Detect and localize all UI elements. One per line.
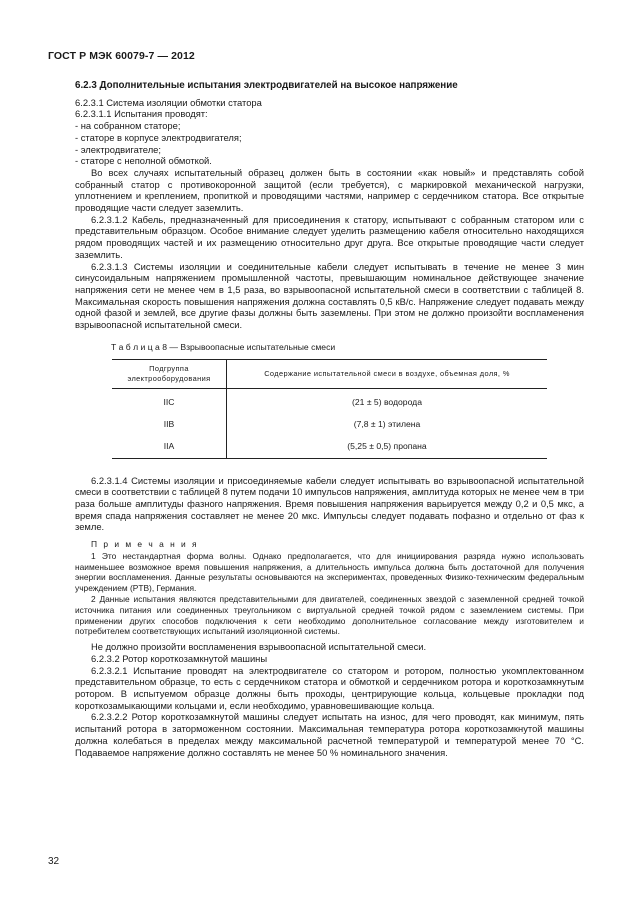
mixtures-table: [112, 359, 547, 458]
clause-6-2-3-1-4: 6.2.3.1.4 Системы изоляции и присоединяемые кабели следует испытывать во взрывоопасной испытательной смеси в соответствии с таблицей 8 путем подачи 10 импульсов напряжения, амплитуда которых не менее чем в три раза больше амплитуды фазного напряжения. Время повышения напряжения варьируется между 0,2 и 0,5 мкс, а время спада напряжения составляет не менее 20 мкс. Импульсы следует подавать пофазно и отдельно от фаз к земле.: [75, 474, 584, 533]
document-header: ГОСТ Р МЭК 60079-7 — 2012: [48, 50, 195, 62]
clause-6-2-3-1: 6.2.3.1 Система изоляции обмотки статора: [75, 96, 262, 108]
notes-title: П р и м е ч а н и я: [91, 539, 199, 550]
table-row: [112, 436, 547, 458]
clause-6-2-3-1-2: 6.2.3.1.2 Кабель, предназначенный для присоединения к статору, испытывают с собранным статором или с представительным образцом. Особое внимание следует уделить размещению кабеля относительно находящихся рядом проводящих частей и их размещению относительно друг друга. Все открытые проводящие части следует заземлить.: [75, 213, 584, 260]
table-cell-group: IIC: [112, 389, 227, 414]
table-cell-content: (21 ± 5) водорода: [352, 397, 422, 408]
note-1: 1 Это нестандартная форма волны. Однако предполагается, что для инициирования разряда нужно использовать наименьшее возможное время повышения напряжения, а длительность импульса должна быть достаточной для получения энергии воспламенения. Данные результаты основываются на экспериментах, проведенных Физико-техническим федеральным учреждением (PTB), Германия.: [75, 550, 584, 594]
note-2: 2 Данные испытания являются представительными для двигателей, соединенных звездой с заземленной средней точкой источника питания или соединенных треугольником с виртуальной средней точкой рядом с заземлением системы. При применении других способов подключения к сети необходимо дополнительное согласование между изготовителем и потребителем соответствующих испытаний изоляционной системы.: [75, 594, 584, 637]
list-item: - статоре в корпусе электродвигателя;: [75, 131, 242, 143]
table-row: [112, 414, 547, 436]
page-body: [75, 80, 584, 758]
table-label: Т а б л и ц а: [111, 341, 160, 352]
section-title: 6.2.3 Дополнительные испытания электродвигателей на высокое напряжение: [75, 80, 458, 91]
table-cell-content: (5,25 ± 0,5) пропана: [227, 436, 548, 458]
list-item: - на собранном статоре;: [75, 120, 181, 132]
clause-6-2-3-2-1: 6.2.3.2.1 Испытание проводят на электродвигателе со статором и ротором, полностью укомплектованном представительном образце, то есть с сердечником статора и обмоткой и сердечником ротора и короткозамкнутым ротором. В испытуемом образце должны быть проходы, центрирующие кольца, кольцевые прокладки под короткозамыкающими кольцами и, если необходимо, уравновешивающие кольца.: [75, 664, 584, 711]
notes-block: [75, 539, 584, 637]
table-caption: [111, 342, 584, 354]
clause-6-2-3-1-1: 6.2.3.1.1 Испытания проводят:: [75, 108, 208, 120]
paragraph-no-ignition: Не должно произойти воспламенения взрывоопасной испытательной смеси.: [91, 641, 427, 653]
list-item: - статоре с неполной обмоткой.: [75, 155, 212, 167]
table-header-content: Содержание испытательной смеси в воздухе, объемная доля, %: [227, 360, 548, 389]
clause-6-2-3-2-2: 6.2.3.2.2 Ротор короткозамкнутой машины следует испытать на износ, для чего проводят, как минимум, пять испытаний ротора в заторможенном состоянии. Максимальная температура ротора короткозамкнутой машины должна колебаться в пределах между максимальной расчетной температурой и температурой менее 70 °С. Подаваемое напряжение должно составлять не менее 50 % номинального значения.: [75, 711, 584, 758]
table-cell-group: IIA: [112, 436, 227, 458]
page-number: 32: [48, 856, 60, 867]
clause-6-2-3-2: 6.2.3.2 Ротор короткозамкнутой машины: [91, 652, 268, 664]
paragraph-all-cases: Во всех случаях испытательный образец должен быть в состоянии «как новый» и представлять собой собранный статор с противокоронной защитой (если требуется), с маркировкой механической нагрузки, уплотнением и креплением, пропиткой и проводящими частями, например с сердечником статора. Все открытые проводящие части следует заземлить.: [75, 166, 584, 214]
table-cell-group: IIB: [112, 414, 227, 436]
clause-6-2-3-1-3: 6.2.3.1.3 Системы изоляции и соединительные кабели следует испытывать в течение не менее 3 мин синусоидальным напряжением промышленной частоты, превышающим номинальное действующее значение напряжения сети не менее чем в 1,5 раза, во взрывоопасной испытательной смеси в соответствии с таблицей 8. Максимальная скорость повышения напряжения должна составлять 0,5 кВ/с. Напряжение следует подавать между одной фазой и землей, все другие фазы должны быть заземлены. При этом не должно произойти воспламенения взрывоопасной испытательной смеси.: [75, 260, 584, 331]
list-item: - электродвигателе;: [75, 143, 161, 155]
table-cell-content: (7,8 ± 1) этилена: [353, 419, 421, 430]
table-row: [112, 389, 547, 414]
table-caption-text: 8 — Взрывоопасные испытательные смеси: [162, 341, 336, 352]
table-header-group: Подгруппа электрооборудования: [112, 360, 227, 389]
